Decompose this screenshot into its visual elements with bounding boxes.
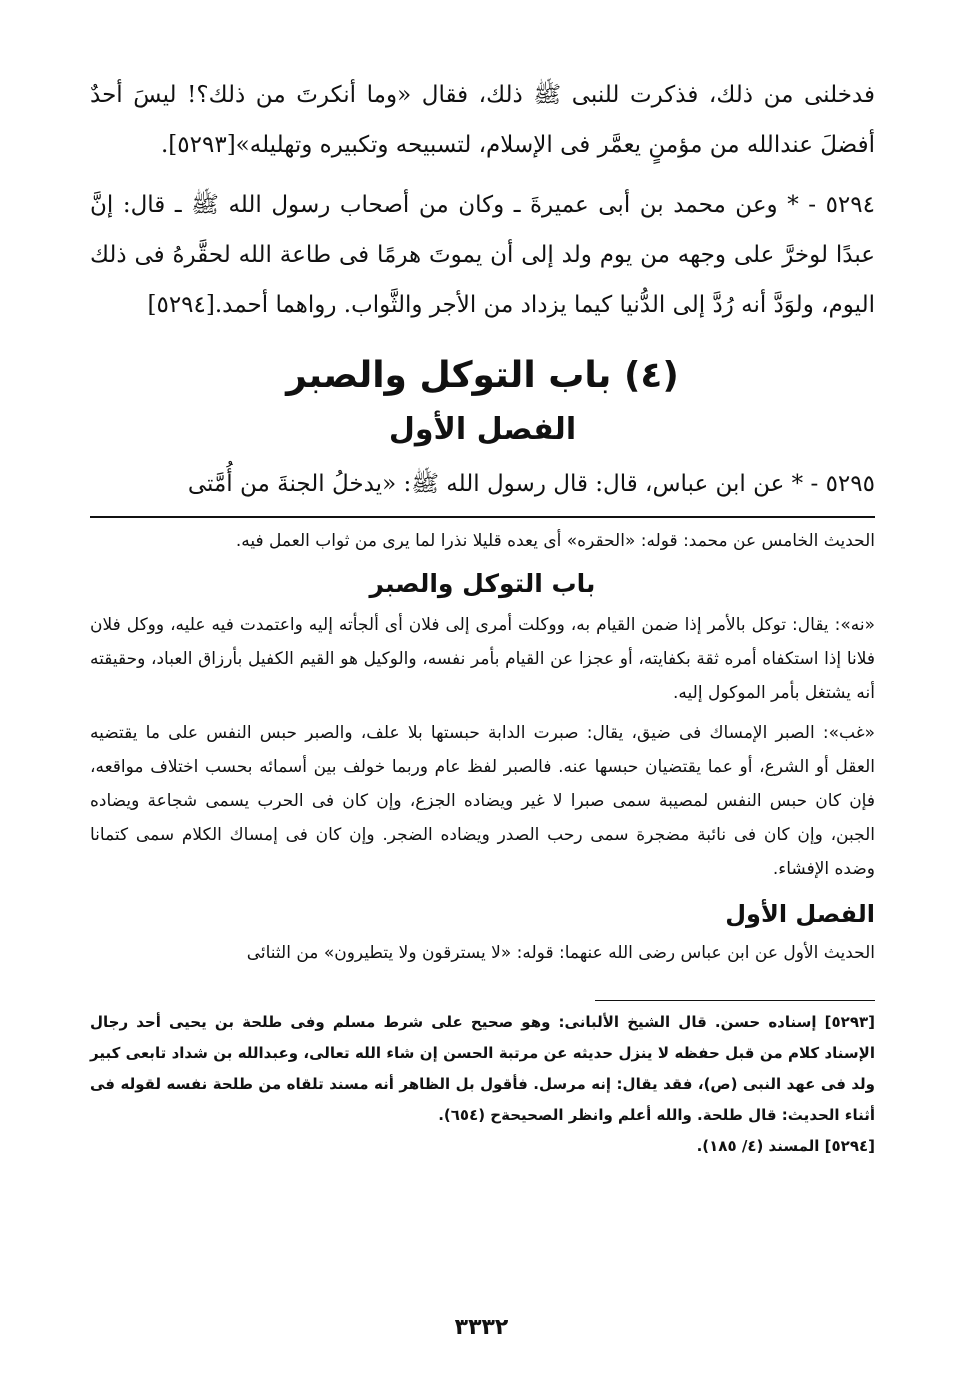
page-body: [90, 70, 875, 1162]
footnote-5294: [٥٢٩٤] المسند (٤/ ١٨٥).: [696, 1137, 875, 1155]
commentary-paragraph-2: «نه»: يقال: توكل بالأمر إذا ضمن القيام به، ووكلت أمرى إلى فلان أى ألجأته إليه واعتمدت فيه عليه، ووكل فلان فلانا إذا استكفاه أمره ثقة بكفايته، أو عجزا عن القيام بأمر نفسه، والوكيل هو القيم الكفيل بأرزاق العباد، وحقيقته أنه يشتغل بأمر الموكول إليه.: [90, 615, 875, 703]
commentary-paragraph-4: الحديث الأول عن ابن عباس رضى الله عنهما: قوله: «لا يسترقون ولا يتطيرون» من الثنائى: [246, 943, 875, 963]
commentary-divider: [90, 516, 875, 518]
chapter-title: (٤) باب التوكل والصبر: [286, 355, 679, 396]
page-number: ٣٣٣٢: [454, 1315, 509, 1340]
main-paragraph-hadith-5294: ٥٢٩٤ - * وعن محمد بن أبى عميرةَ ـ وكان من أصحاب رسول الله ﷺ ـ قال: إنَّ عبدًا لوخرَّ على وجهه من يوم ولد إلى أن يموتَ هرمًا فى طاعة الله لحقَّرهُ فى ذلك اليوم، ولوَدَّ أنه رُدَّ إلى الدُّنيا كيما يزداد من الأجر والثَّواب. رواهما أحمد.[٥٢٩٤]: [90, 192, 875, 318]
commentary-paragraph-1: الحديث الخامس عن محمد: قوله: «الحقره» أى يعده قليلا نذرا لما يرى من ثواب العمل فيه.: [235, 531, 875, 551]
main-paragraph-1: فدخلنى من ذلك، فذكرت للنبى ﷺ ذلك، فقال «وما أنكرتَ من ذلك؟! ليسَ أحدٌ أفضلَ عندالله من مؤمنٍ يعمَّر فى الإسلام، لتسبيحه وتكبيره وتهليله»[٥٢٩٣].: [90, 82, 875, 158]
footnote-divider: [595, 1000, 875, 1001]
commentary-section-heading: الفصل الأول: [725, 900, 875, 928]
commentary-paragraph-3: «غب»: الصبر الإمساك فى ضيق، يقال: صبرت الدابة حبستها بلا علف، والصبر حبس النفس على ما يقتضيه العقل أو الشرع، أو عما يقتضيان حبسها عنه. فالصبر لفظ عام وربما خولف بين أسمائه بحسب اختلاف مواقعه، فإن كان حبس النفس لمصيبة سمى صبرا لا غير ويضاده الجزع، وإن كان فى الحرب يسمى شجاعة ويضاده الجبن، وإن كان فى نائبة مضجرة سمى رحب الصدر ويضاده الضجر. وإن كان فى إمساك الكلام سمى كتمانا وضده الإفشاء.: [90, 723, 875, 879]
footnote-5293: [٥٢٩٣] إسناده حسن. قال الشيخ الألبانى: وهو صحيح على شرط مسلم وفى طلحة بن يحيى أحد رجال الإسناد كلام من قبل حفظه لا ينزل حديثه عن مرتبة الحسن إن شاء الله تعالى، وعبدالله بن شداد تابعى كبير ولد فى عهد النبى (ص)، فقد يقال: إنه مرسل. فأقول بل الظاهر أنه مسند تلقاه من طلحة نفسه لقوله فى أثناء الحديث: قال طلحة. والله أعلم وانظر الصحيحةح (٦٥٤).: [90, 1013, 875, 1124]
section-title: الفصل الأول: [388, 412, 577, 447]
hadith-5295-line: ٥٢٩٥ - * عن ابن عباس، قال: قال رسول الله ﷺ: «يدخلُ الجنةَ من أُمَّتى: [187, 471, 875, 497]
commentary-title: باب التوكل والصبر: [369, 569, 596, 598]
